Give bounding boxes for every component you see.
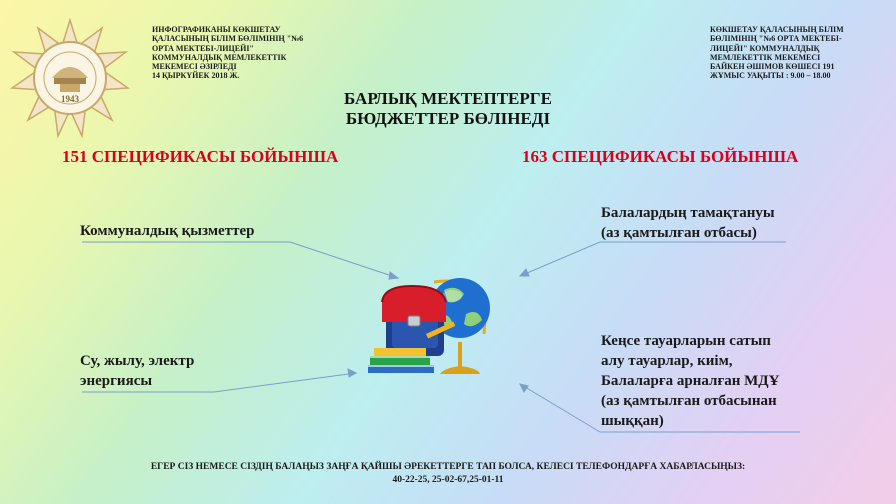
footer-phones: 40-22-25, 25-02-67,25-01-11 [392, 475, 504, 485]
footer-notice: ЕГЕР СІЗ НЕМЕСЕ СІЗДІҢ БАЛАҢЫЗ ЗАҢҒА ҚАЙШЫ ӘРЕКЕТТЕРГЕ ТАП БОЛСА, КЕЛЕСІ ТЕЛЕФОНДАРҒА ХАБАРЛАСЫҢЫЗ: [150, 462, 746, 472]
arrow-goods [520, 384, 600, 432]
header-left-line: МЕКЕМЕСІ ӘЗІРЛЕДІ [152, 62, 237, 72]
header-left-line: ИНФОГРАФИКАНЫ КӨКШЕТАУ [152, 25, 281, 34]
item-line: шыққан) [601, 413, 664, 429]
item-line: (аз қамтылған отбасынан [601, 393, 777, 409]
header-right-line: КӨКШЕТАУ ҚАЛАСЫНЫҢ БІЛІМ [710, 25, 844, 34]
item-utilities [80, 351, 194, 391]
spec-right-heading: 163 СПЕЦИФИКАСЫ БОЙЫНША [522, 147, 799, 166]
header-right-line: БӨЛІМІНІҢ "№6 ОРТА МЕКТЕБІ- [710, 34, 842, 44]
arrow-nutrition [520, 242, 600, 276]
title-line: БАРЛЫҚ МЕКТЕПТЕРГЕ [344, 89, 552, 108]
header-right-line: БАЙКЕН ӘШІМОВ КӨШЕСІ 191 [710, 62, 835, 72]
arrowhead-utilities [348, 369, 356, 377]
arrowhead-nutrition [520, 269, 529, 276]
spec-left-heading: 151 СПЕЦИФИКАСЫ БОЙЫНША [62, 147, 339, 166]
item-line: Балалардың тамақтануы [601, 205, 775, 221]
header-left-line: ОРТА МЕКТЕБІ-ЛИЦЕЙІ" [152, 43, 254, 53]
item-line: Кеңсе тауарларын сатып [601, 333, 771, 349]
footer [40, 461, 856, 487]
arrowhead-goods [520, 384, 528, 392]
item-line: алу тауарлар, киім, [601, 353, 733, 369]
header-right-line: ЛИЦЕЙІ" КОММУНАЛДЫҚ [710, 43, 820, 53]
header-left-line: ҚАЛАСЫНЫҢ БІЛІМ БӨЛІМІНІҢ "№6 [152, 34, 304, 44]
header-left-line: 14 ҚЫРКҮЙЕК 2018 Ж. [152, 71, 240, 81]
title-line: БЮДЖЕТТЕР БӨЛІНЕДІ [345, 109, 551, 128]
header-right-line: МЕМЛЕКЕТТІК МЕКЕМЕСІ [710, 52, 821, 62]
school-backpack-globe-icon [368, 264, 498, 382]
item-line: Балаларға арналған МДҰ [601, 373, 780, 389]
header-left-line: КОММУНАЛДЫҚ МЕМЛЕКЕТТІК [152, 52, 287, 62]
arrow-utilities [214, 373, 356, 392]
item-communal [80, 221, 254, 241]
school-illustration [368, 264, 498, 382]
header-right-line: ЖҰМЫС УАҚЫТЫ : 9.00 – 18.00 [710, 71, 831, 81]
item-line: (аз қамтылған отбасы) [601, 225, 757, 241]
item-line: Су, жылу, электр [80, 353, 195, 369]
item-nutrition [601, 203, 775, 243]
item-line: Коммуналдық қызметтер [80, 223, 255, 239]
item-line: энергиясы [80, 373, 153, 389]
emblem-year: 1943 [61, 94, 79, 104]
item-goods [601, 331, 779, 431]
